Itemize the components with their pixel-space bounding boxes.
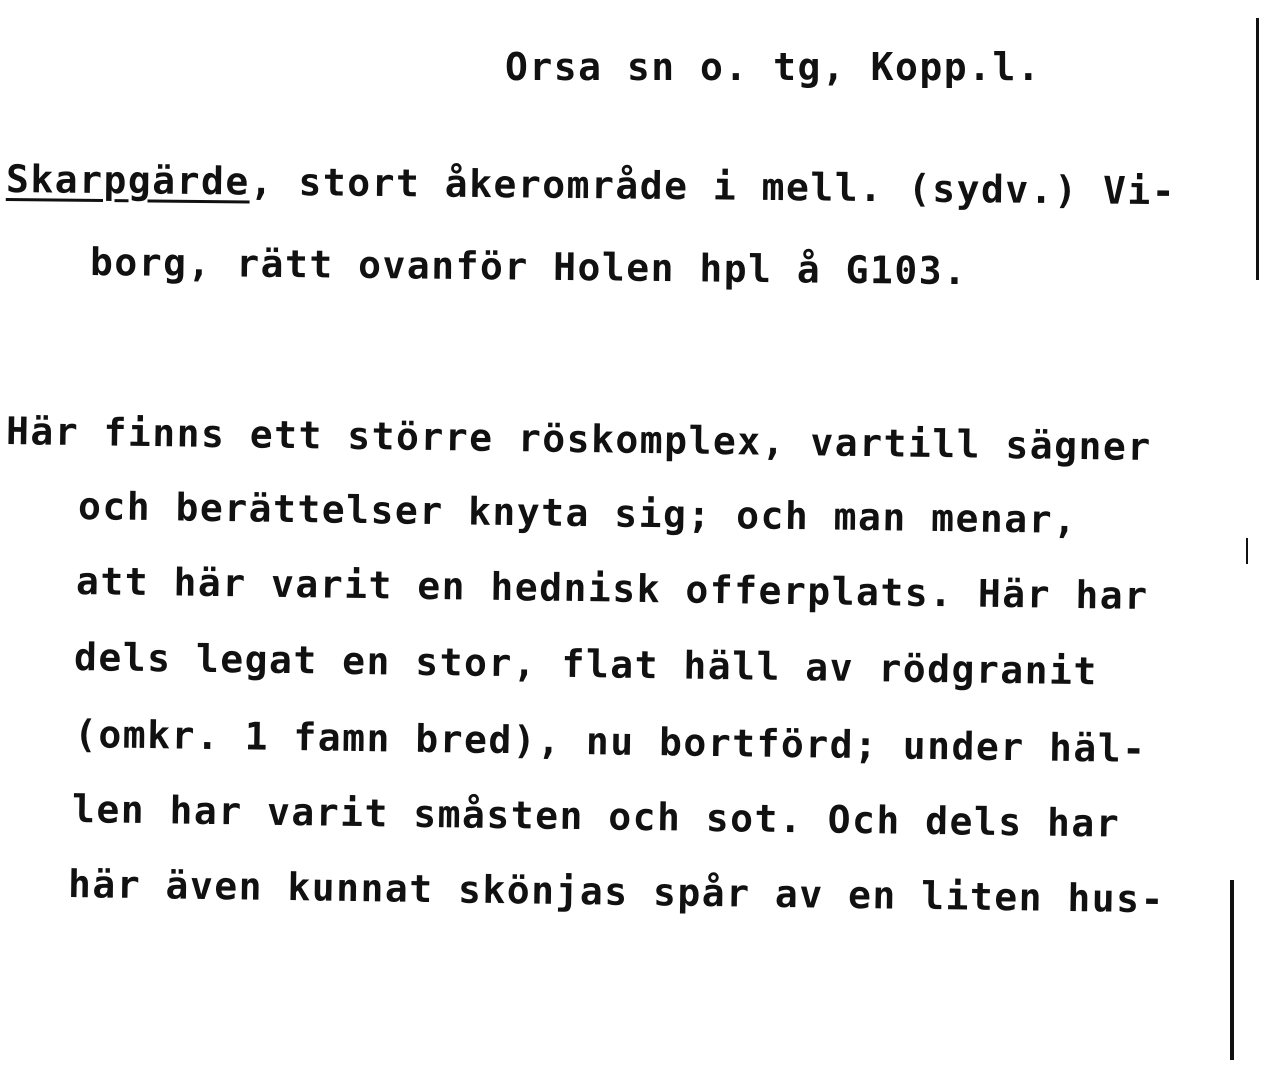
body-line-5: (omkr. 1 famn bred), nu bortförd; under häl- [73,712,1147,771]
entry-line-1 [5,157,1177,214]
headword: Skarpgärde [5,157,250,204]
body-line-7: här även kunnat skönjas spår av en liten hus- [67,862,1166,922]
body-line-3: att här varit en hednisk offerplats. Här har [75,559,1149,618]
entry-line-1-text: , stort åkerområde i mell. (sydv.) Vi- [249,159,1177,214]
body-line-2: och berättelser knyta sig; och man menar, [77,484,1078,542]
body-line-4: dels legat en stor, flat häll av rödgranit [73,635,1099,694]
right-edge-rule-top [1256,18,1259,280]
right-edge-mark [1246,538,1248,564]
entry-line-2: borg, rätt ovanför Holen hpl å G103. [89,240,968,294]
body-line-6: len har varit småsten och sot. Och dels har [71,787,1121,846]
card-header: Orsa sn o. tg, Kopp.l. [505,45,1042,89]
body-line-1: Här finns ett större röskomplex, vartill sägner [5,409,1152,469]
right-edge-rule-bottom [1230,880,1234,1060]
